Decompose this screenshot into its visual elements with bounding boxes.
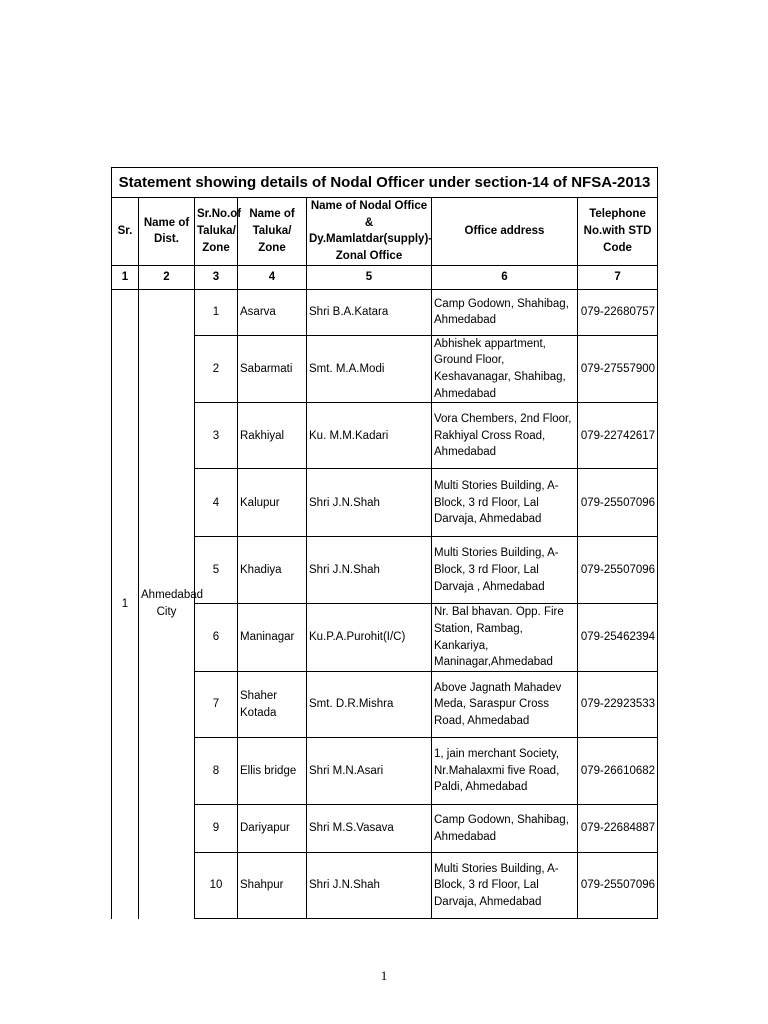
taluka-sr-cell: 4 [195, 469, 238, 537]
officer-cell: Shri M.N.Asari [307, 738, 432, 805]
district-name-cell: Ahmedabad City [139, 289, 195, 918]
col-header-district: Name of Dist. [139, 198, 195, 266]
col-header-taluka-name: Name of Taluka/ Zone [238, 198, 307, 266]
taluka-sr-cell: 6 [195, 604, 238, 672]
column-number: 2 [139, 265, 195, 289]
table-title: Statement showing details of Nodal Officer under section-14 of NFSA-2013 [112, 168, 658, 198]
address-cell: Camp Godown, Shahibag, Ahmedabad [432, 289, 578, 335]
officer-cell: Ku.P.A.Purohit(I/C) [307, 604, 432, 672]
column-number: 3 [195, 265, 238, 289]
page-number: 1 [380, 968, 388, 983]
header-row [112, 198, 658, 266]
officer-cell: Smt. D.R.Mishra [307, 672, 432, 738]
taluka-sr-cell: 8 [195, 738, 238, 805]
column-number-row [112, 265, 658, 289]
taluka-sr-cell: 3 [195, 403, 238, 469]
column-number: 7 [578, 265, 658, 289]
nodal-officer-table [111, 167, 658, 919]
column-number: 5 [307, 265, 432, 289]
taluka-name-cell: Shaher Kotada [238, 672, 307, 738]
address-cell: Camp Godown, Shahibag, Ahmedabad [432, 805, 578, 853]
phone-cell: 079-27557900 [578, 335, 658, 403]
col-header-office-address: Office address [432, 198, 578, 266]
phone-cell: 079-22680757 [578, 289, 658, 335]
taluka-name-cell: Rakhiyal [238, 403, 307, 469]
taluka-sr-cell: 2 [195, 335, 238, 403]
officer-cell: Shri B.A.Katara [307, 289, 432, 335]
phone-cell: 079-25507096 [578, 853, 658, 919]
taluka-sr-cell: 7 [195, 672, 238, 738]
taluka-name-cell: Ellis bridge [238, 738, 307, 805]
phone-cell: 079-22923533 [578, 672, 658, 738]
address-cell: Multi Stories Building, A-Block, 3 rd Floor, Lal Darvaja , Ahmedabad [432, 537, 578, 604]
officer-cell: Smt. M.A.Modi [307, 335, 432, 403]
phone-cell: 079-25507096 [578, 537, 658, 604]
taluka-name-cell: Dariyapur [238, 805, 307, 853]
column-number: 1 [112, 265, 139, 289]
taluka-name-cell: Shahpur [238, 853, 307, 919]
phone-cell: 079-22742617 [578, 403, 658, 469]
column-number: 6 [432, 265, 578, 289]
officer-cell: Shri J.N.Shah [307, 469, 432, 537]
address-cell: 1, jain merchant Society, Nr.Mahalaxmi five Road, Paldi, Ahmedabad [432, 738, 578, 805]
taluka-name-cell: Kalupur [238, 469, 307, 537]
taluka-name-cell: Khadiya [238, 537, 307, 604]
officer-cell: Shri J.N.Shah [307, 853, 432, 919]
column-number: 4 [238, 265, 307, 289]
taluka-sr-cell: 1 [195, 289, 238, 335]
taluka-sr-cell: 9 [195, 805, 238, 853]
district-sr-cell: 1 [112, 289, 139, 918]
address-cell: Abhishek appartment, Ground Floor, Keshavanagar, Shahibag, Ahmedabad [432, 335, 578, 403]
address-cell: Above Jagnath Mahadev Meda, Saraspur Cross Road, Ahmedabad [432, 672, 578, 738]
col-header-telephone: Telephone No.with STD Code [578, 198, 658, 266]
address-cell: Multi Stories Building, A-Block, 3 rd Floor, Lal Darvaja, Ahmedabad [432, 853, 578, 919]
phone-cell: 079-25507096 [578, 469, 658, 537]
taluka-sr-cell: 5 [195, 537, 238, 604]
address-cell: Nr. Bal bhavan. Opp. Fire Station, Rambag, Kankariya, Maninagar,Ahmedabad [432, 604, 578, 672]
taluka-name-cell: Asarva [238, 289, 307, 335]
officer-cell: Ku. M.M.Kadari [307, 403, 432, 469]
phone-cell: 079-22684887 [578, 805, 658, 853]
col-header-taluka-sr: Sr.No.of Taluka/ Zone [195, 198, 238, 266]
col-header-nodal-office: Name of Nodal Office & Dy.Mamlatdar(supply)-Zonal Office [307, 198, 432, 266]
taluka-name-cell: Maninagar [238, 604, 307, 672]
taluka-sr-cell: 10 [195, 853, 238, 919]
taluka-name-cell: Sabarmati [238, 335, 307, 403]
address-cell: Multi Stories Building, A-Block, 3 rd Floor, Lal Darvaja, Ahmedabad [432, 469, 578, 537]
officer-cell: Shri J.N.Shah [307, 537, 432, 604]
address-cell: Vora Chembers, 2nd Floor, Rakhiyal Cross Road, Ahmedabad [432, 403, 578, 469]
phone-cell: 079-26610682 [578, 738, 658, 805]
phone-cell: 079-25462394 [578, 604, 658, 672]
table-row [112, 289, 658, 335]
officer-cell: Shri M.S.Vasava [307, 805, 432, 853]
col-header-sr: Sr. [112, 198, 139, 266]
